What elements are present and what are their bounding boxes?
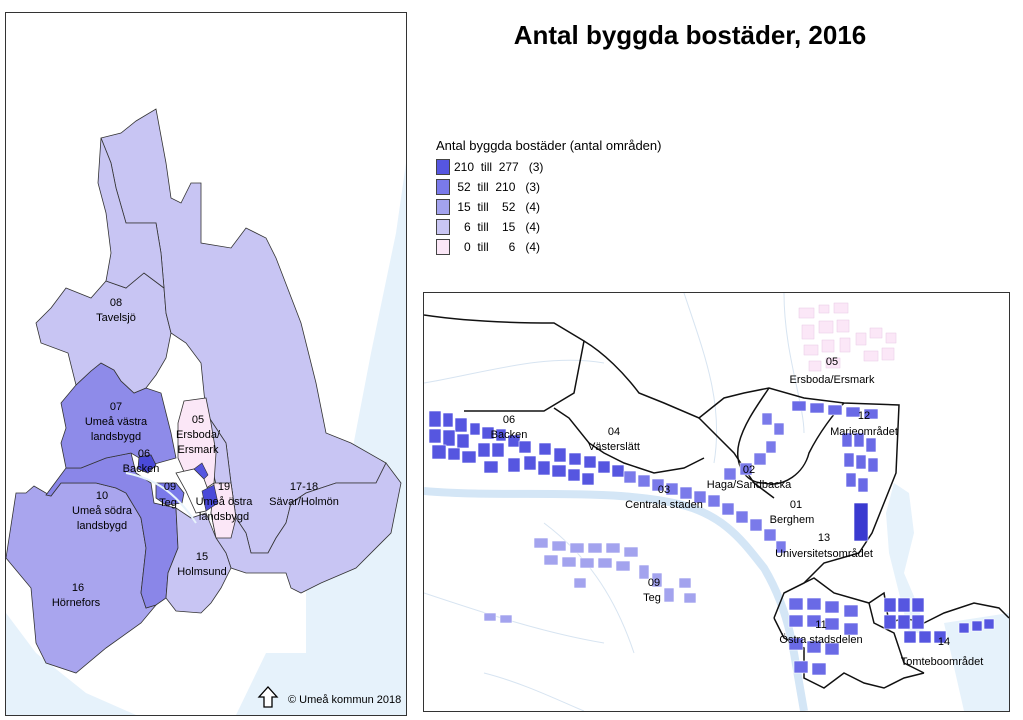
label-backen-name: Backen <box>122 463 160 475</box>
legend-row <box>436 157 661 177</box>
city-map-svg <box>424 293 1009 711</box>
legend-row <box>436 177 661 197</box>
legend <box>436 138 661 257</box>
label-backen-name: Backen <box>490 429 528 441</box>
legend-label: 52 till 210 (3) <box>454 180 541 194</box>
label-backen-code: 06 <box>137 448 151 460</box>
label-haga-code: 02 <box>742 464 756 476</box>
copyright-text: © Umeå kommun 2018 <box>288 694 402 706</box>
label-marie-name: Marieområdet <box>830 426 898 438</box>
label-haga-name: Haga/Sandbacka <box>706 479 792 491</box>
label-centrala-name: Centrala staden <box>625 499 703 511</box>
label-teg-code: 09 <box>647 577 661 589</box>
label-centrala-code: 03 <box>657 484 671 496</box>
roads <box>424 293 804 711</box>
teg-parcels <box>484 538 696 623</box>
label-ersboda-name: Ersboda/Ersmark <box>789 374 875 386</box>
label-berghem-name: Berghem <box>769 514 815 526</box>
label-tavelsjo-name: Tavelsjö <box>96 312 136 324</box>
label-marie-code: 12 <box>857 410 871 422</box>
label-backen-code: 06 <box>502 414 516 426</box>
label-tavelsjo-code: 08 <box>109 297 123 309</box>
legend-label: 210 till 277 (3) <box>454 160 544 174</box>
label-vastra-name2: landsbygd <box>90 431 142 443</box>
label-sodra-name2: landsbygd <box>76 520 128 532</box>
legend-title: Antal byggda bostäder (antal områden) <box>436 138 662 153</box>
label-universitet-code: 13 <box>817 532 831 544</box>
city-map[interactable] <box>423 292 1010 712</box>
label-sodra-code: 10 <box>95 490 109 502</box>
label-tomtebo-code: 14 <box>937 636 951 648</box>
label-ostra-name: Östra stadsdelen <box>779 634 863 646</box>
label-vastra-code: 07 <box>109 401 123 413</box>
legend-row <box>436 237 661 257</box>
label-teg-name: Teg <box>159 497 177 509</box>
legend-label: 6 till 15 (4) <box>454 220 541 234</box>
label-sodra-name: Umeå södra <box>72 505 132 517</box>
universitet-block <box>854 503 868 541</box>
label-vastra-name: Umeå västra <box>84 416 148 428</box>
legend-label: 0 till 6 (4) <box>454 240 541 254</box>
legend-swatch <box>436 179 450 195</box>
label-vasterslatt-name: Västerslätt <box>588 441 640 453</box>
label-savar-name: Sävar/Holmön <box>269 496 339 508</box>
label-savar-code: 17-18 <box>289 481 319 493</box>
label-ersboda-code: 05 <box>825 356 839 368</box>
label-ostra-name2: landsbygd <box>198 511 250 523</box>
label-universitet-name: Universitetsområdet <box>775 548 873 560</box>
label-holmsund-name: Holmsund <box>177 566 227 578</box>
label-hornefors-name: Hörnefors <box>51 597 101 609</box>
label-berghem-code: 01 <box>789 499 803 511</box>
river <box>424 491 804 711</box>
label-teg-code: 09 <box>163 481 177 493</box>
label-hornefors-code: 16 <box>71 582 85 594</box>
label-holmsund-code: 15 <box>195 551 209 563</box>
map-title: Antal byggda bostäder, 2016 <box>513 20 867 50</box>
legend-swatch <box>436 219 450 235</box>
legend-swatch <box>436 159 450 175</box>
legend-swatch <box>436 199 450 215</box>
label-ersboda-name: Ersboda/ <box>175 429 221 441</box>
label-ersboda-code: 05 <box>191 414 205 426</box>
label-ostra-name: Umeå östra <box>195 496 253 508</box>
legend-swatch <box>436 239 450 255</box>
label-ostra-code: 19 <box>217 481 231 493</box>
label-teg-name: Teg <box>643 592 661 604</box>
ersboda-parcels <box>799 303 896 371</box>
legend-row <box>436 217 661 237</box>
label-vasterslatt-code: 04 <box>607 426 621 438</box>
label-tomtebo-name: Tomteboområdet <box>900 656 984 668</box>
legend-row <box>436 197 661 217</box>
label-ostra-code: 11 <box>815 619 827 631</box>
overview-map[interactable] <box>5 12 407 716</box>
overview-map-svg <box>6 13 406 715</box>
label-ersboda-name2: Ersmark <box>177 444 219 456</box>
legend-label: 15 till 52 (4) <box>454 200 541 214</box>
